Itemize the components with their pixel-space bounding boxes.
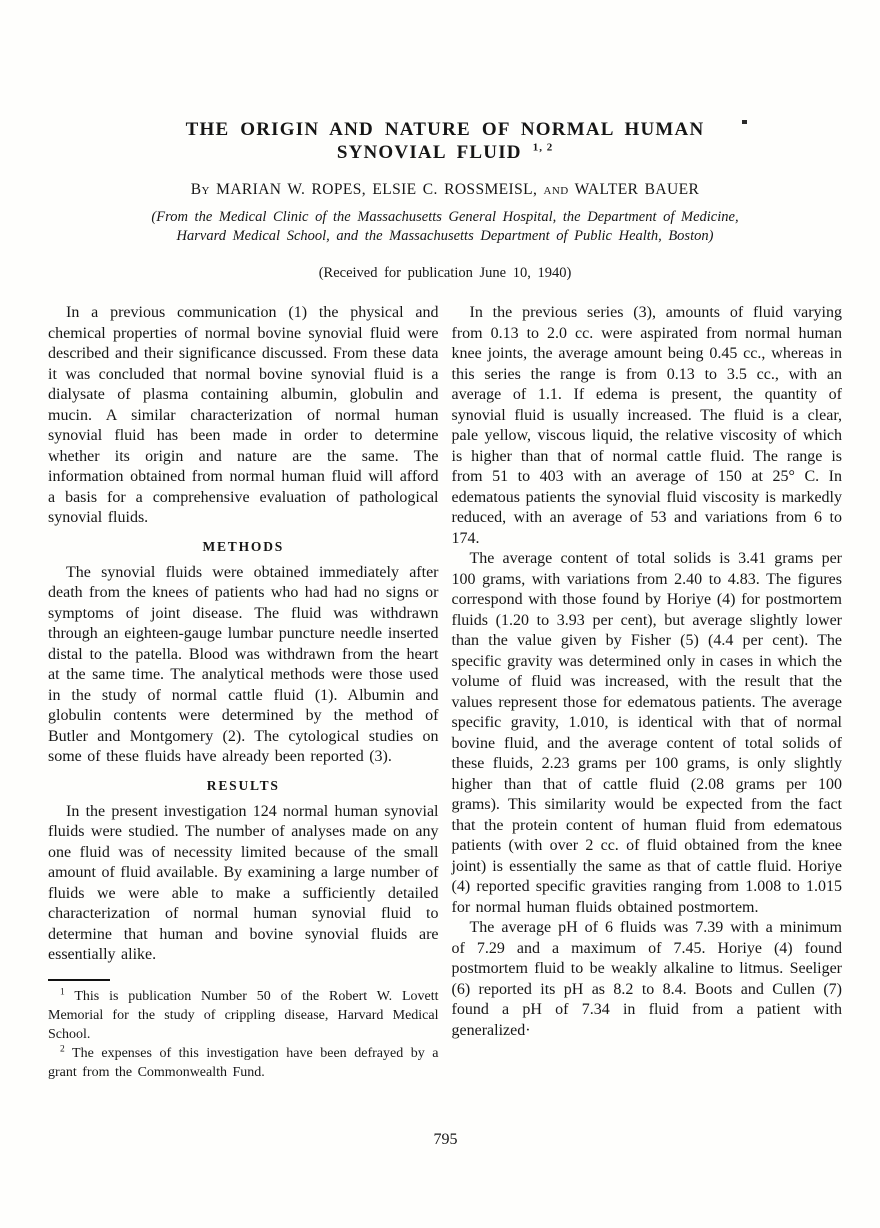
intro-paragraph: In a previous communication (1) the physical and chemical properties of normal bovine synovial fluid were described and their significance discussed. From these data it was concluded that normal bovine synovial fluid is a dialysate of plasma containing albumin, globulin and mucin. A similar characterization of normal human synovial fluid has been made in order to determine whether its origin and nature are the same. The information obtained from normal human fluid will afford a basis for a comprehensive evaluation of pathological synovial fluids. <box>48 304 439 526</box>
footnote-separator <box>48 979 110 981</box>
byline <box>48 181 842 199</box>
ph-paragraph: The average pH of 6 fluids was 7.39 with a minimum of 7.29 and a maximum of 7.45. Horiye (4) found postmortem fluid to be weakly alkaline to litmus. Seeliger (6) reported its pH as 8.2 to 8.4. Boots and Cullen (7) found a pH of 7.34 in fluid from a patient with generalized· <box>451 919 842 1039</box>
affiliation <box>48 208 842 246</box>
left-column <box>48 303 439 1082</box>
affiliation-line1: (From the Medical Clinic of the Massachusetts General Hospital, the Department of Medicine, <box>151 209 739 225</box>
and-word: and <box>543 181 569 198</box>
methods-paragraph: The synovial fluids were obtained immediately after death from the knees of patients who had had no signs or symptoms of joint disease. The fluid was withdrawn through an eighteen-gauge lumbar puncture needle inserted distal to the patella. Blood was withdrawn from the heart at the same time. The analytical methods were those used in the study of normal cattle fluid (1). Albumin and globulin contents were determined by the method of Butler and Montgomery (2). The cytological studies on some of these fluids have already been reported (3). <box>48 563 439 765</box>
footnote-1 <box>48 987 439 1044</box>
series-paragraph: In the previous series (3), amounts of fluid varying from 0.13 to 2.0 cc. were aspirated from normal human knee joints, the average amount being 0.45 cc., whereas in this series the range is from 0.13 to 3.5 cc., with an average of 1.1. If edema is present, the quantity of synovial fluid is usually increased. The fluid is a clear, pale yellow, viscous liquid, the relative viscosity of which is higher than that of normal cattle fluid. The range is from 51 to 403 with an average of 150 at 25° C. In edematous patients the synovial fluid viscosity is markedly reduced, with an average of 53 and variations from 6 to 174. <box>451 304 842 547</box>
title-line1: THE ORIGIN AND NATURE OF NORMAL HUMAN <box>185 119 705 140</box>
affiliation-line2: Harvard Medical School, and the Massachusetts Department of Public Health, Boston) <box>176 228 714 244</box>
footnote-2-marker: 2 <box>60 1043 65 1054</box>
footnote-2 <box>48 1044 439 1082</box>
right-column <box>452 303 843 1082</box>
authors-part1: MARIAN W. ROPES, ELSIE C. ROSSMEISL, <box>216 181 538 198</box>
authors-part2: WALTER BAUER <box>574 181 700 198</box>
article-header <box>0 0 880 282</box>
footnote-1-marker: 1 <box>60 986 65 997</box>
results-heading: RESULTS <box>206 777 280 793</box>
scan-artifact-dot <box>742 120 747 124</box>
page-number: 795 <box>433 1131 458 1148</box>
footnote-2-text: The expenses of this investigation have been defrayed by a grant from the Commonwealth Fund. <box>48 1045 439 1080</box>
by-word: By <box>190 181 210 198</box>
results-paragraph: In the present investigation 124 normal human synovial fluids were studied. The number of analyses made on any one fluid was of necessity limited because of the small amount of fluid available. By examining a large number of fluids we were able to make a sufficiently detailed characterization of normal human synovial fluid to determine that human and bovine synovial fluids are essentially alike. <box>48 802 439 963</box>
methods-heading: METHODS <box>202 538 285 554</box>
total-solids-paragraph: The average content of total solids is 3.41 grams per 100 grams, with variations from 2.40 to 4.83. The figures correspond with those found by Horiye (4) for postmortem fluids (1.20 to 3.93 per cent), but average slightly lower than the value given by Fisher (5) (4.4 per cent). The specific gravity was determined only in cases in which the volume of fluid was increased, with the result that the values represent those for edematous patients. The average specific gravity, 1.010, is identical with that of normal bovine fluid, and the average content of total solids of these fluids, 2.23 grams per 100 grams, is only slightly higher than that of cattle fluid (2.08 grams per 100 grams). This similarity would be expected from the fact that the protein content of human fluid from edematous patients (with over 2 cc. of fluid obtained from the knee joint) is essentially the same as that of cattle fluid. Horiye (4) reported specific gravities ranging from 1.008 to 1.015 for normal human fluids obtained postmortem. <box>451 550 842 916</box>
article-title <box>48 118 842 164</box>
two-column-body <box>0 282 880 1082</box>
title-line2: SYNOVIAL FLUID <box>336 142 522 163</box>
title-footnote-marker: 1, 2 <box>532 141 554 154</box>
received-note: (Received for publication June 10, 1940) <box>318 265 572 281</box>
footnote-1-text: This is publication Number 50 of the Robert W. Lovett Memorial for the study of crippling disease, Harvard Medical School. <box>48 988 439 1042</box>
